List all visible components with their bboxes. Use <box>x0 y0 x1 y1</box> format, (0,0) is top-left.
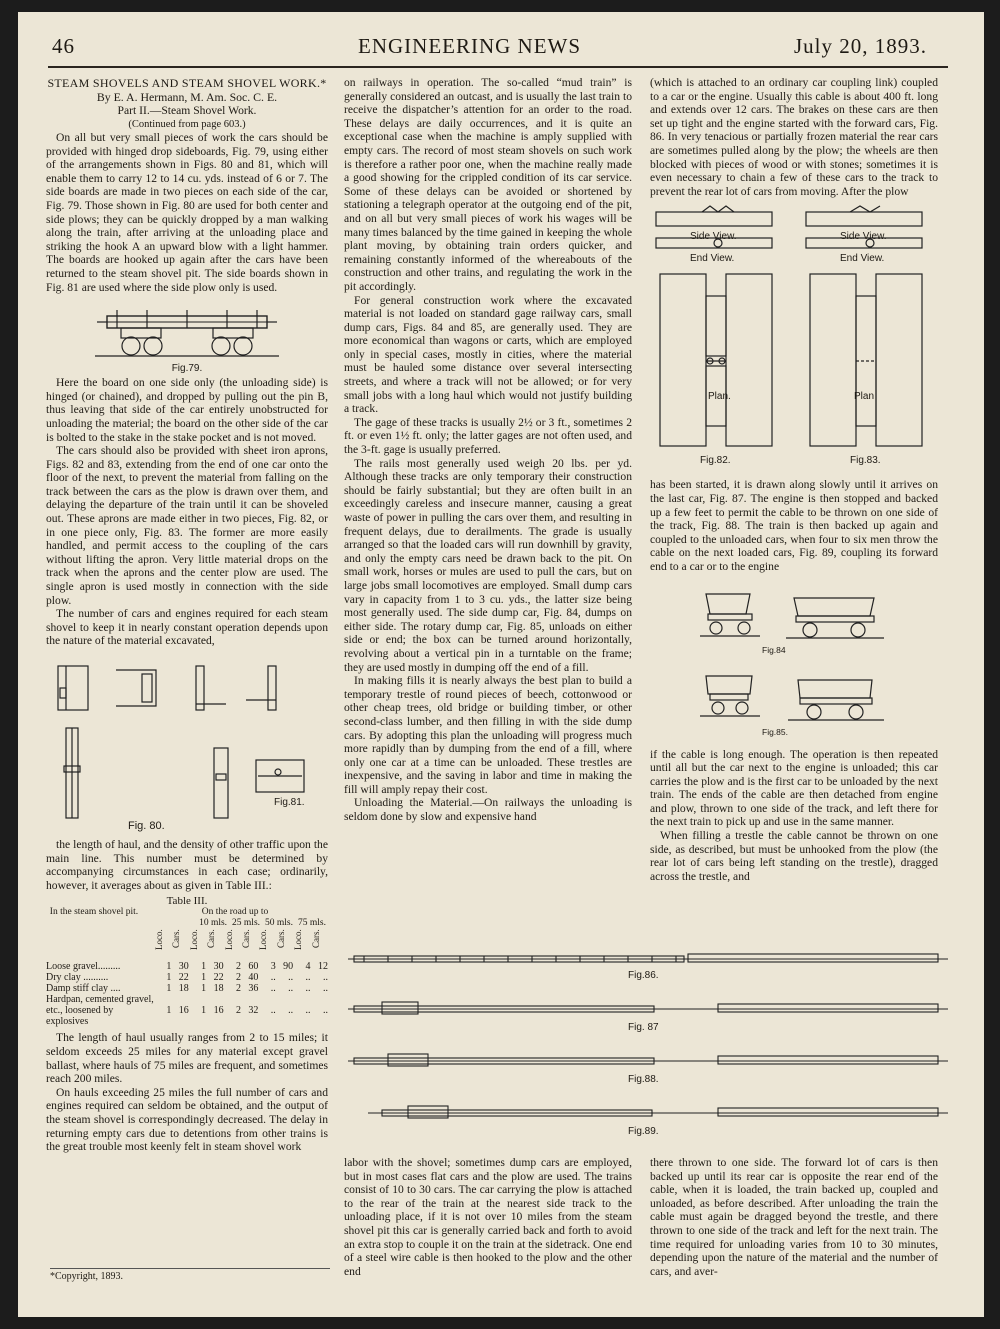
cell: 2 <box>235 972 241 984</box>
article-author: By E. A. Hermann, M. Am. Soc. C. E. <box>96 90 278 104</box>
cell: .. <box>305 972 311 984</box>
newspaper-page <box>18 12 984 1317</box>
paragraph: When filling a trestle the cable cannot be thrown on one side, as described, but must be unhooked from the plow (the rear lot of cars being left standing on the trestle), dragged across the trestle, and <box>650 829 938 883</box>
cell: .. <box>270 983 276 995</box>
cell: 18 <box>178 983 189 995</box>
label-side-view: Side View. <box>690 231 737 243</box>
vhead: Cars. <box>171 929 182 949</box>
cell: 12 <box>318 961 328 973</box>
label-end-view: End View. <box>690 253 735 265</box>
cell: 22 <box>178 972 189 984</box>
vhead: Cars. <box>310 929 321 949</box>
label-end-view: End View. <box>840 253 885 265</box>
cell: 18 <box>213 983 224 995</box>
figures-86-89 <box>348 948 948 1148</box>
table-3 <box>46 896 328 1027</box>
cell: .. <box>288 1005 294 1017</box>
cell: 36 <box>248 983 259 995</box>
dist: 50 mls. <box>265 918 294 929</box>
flat-car-drawing <box>87 302 287 362</box>
vhead: Loco. <box>154 929 164 951</box>
cell: Hardpan, cemented gravel, etc., loosened by explosives <box>46 994 154 1028</box>
cell: 2 <box>235 1005 241 1017</box>
cell: 3 <box>270 961 276 973</box>
table-head-road: On the road up to <box>201 907 269 918</box>
cell: 2 <box>235 983 241 995</box>
cell: 1 <box>166 983 172 995</box>
table-row <box>46 972 328 983</box>
cell: 1 <box>201 983 207 995</box>
caption-fig84: Fig.84 <box>762 644 786 655</box>
figure-80-81 <box>46 648 328 838</box>
table-distances <box>46 918 328 929</box>
label-plan: Plan. <box>708 391 731 403</box>
caption-fig81: Fig.81. <box>274 797 305 808</box>
vhead: Loco. <box>293 929 304 951</box>
vhead: Loco. <box>188 929 199 951</box>
vhead: Cars. <box>275 929 286 949</box>
paragraph: On all but very small pieces of work the cars should be provided with hinged drop sideboards, Fig. 79, using either of the arrangements shown in Figs. 80 and 81, which will enable them to carry 12 to 14 cu. yds. instead of 6 or 7. The side boards are made in two pieces on each side of the car, Fig. 79. Those shown in Fig. 80 are used for both center and side plows; they can be quickly dropped by a man walking along the train, after arriving at the unloading place and striking the hook A an upward blow with a light hammer. The boards are hooked up again after the cars have been returned to the steam shovel pit. The side boards shown in Fig. 81 are used where the side plow only is used. <box>46 131 328 294</box>
cell: .. <box>305 1005 311 1017</box>
cell: 16 <box>213 1005 224 1017</box>
paragraph: In making fills it is nearly always the best plan to build a temporary trestle of round pieces of beech, cottonwood or other cheap trees, old bridge or building timber, or other second-class lumber, and then filling in with the side dump cars. By adopting this plan the unloading will progress much more rapidly than by dumping from the end of a fill, where only one car at a time can be unloaded. These trestles are inexpensive, and the saving in labor and time in making the fill will amply repay their cost. <box>344 674 632 796</box>
apron-drawings <box>650 204 938 474</box>
cell: .. <box>270 972 276 984</box>
dist: 25 mls. <box>232 918 261 929</box>
column-2 <box>344 76 632 824</box>
paragraph: labor with the shovel; sometimes dump cars are employed, but in most cases flat cars and the plow are used. The trains consist of 10 to 30 cars. The car carrying the plow is attached to the rear of the train at the nearest side track to the unloading place, if it is not over 10 miles from the steam shovel pit this car is generally carried back and forth to avoid an extra stop to couple it on the train at the sidetrack. One end of a steel wire cable is then hooked to the plow and the other end <box>344 1156 632 1278</box>
paragraph: The gage of these tracks is usually 2½ or 3 ft., sometimes 2 ft. or even 1½ ft. only; the latter gages are not often used, and the 3-ft. gage is usually preferred. <box>344 415 632 457</box>
cell: 1 <box>166 961 172 973</box>
cell: Damp stiff clay .... <box>46 983 121 995</box>
cell: 1 <box>201 961 207 973</box>
paragraph: the length of haul, and the density of other traffic upon the main line. This number must be determined by accompanying circumstances in each case; ordinarily, however, it averages about as given in Table III.: <box>46 838 328 892</box>
cell: 1 <box>201 1005 207 1017</box>
caption-fig79: Fig.79. <box>171 363 203 375</box>
caption-fig89: Fig.89. <box>628 1126 659 1137</box>
issue-date: July 20, 1893. <box>794 34 928 58</box>
cell: 30 <box>178 961 189 973</box>
column-3-lower <box>650 1156 938 1278</box>
vhead: Loco. <box>258 929 269 951</box>
article-continued: (Continued from page 603.) <box>128 119 246 130</box>
table-head-pit: In the steam shovel pit. <box>49 907 139 918</box>
table-row <box>46 994 328 1027</box>
cell: .. <box>270 1005 276 1017</box>
caption-fig80: Fig. 80. <box>128 820 165 832</box>
table-row <box>46 961 328 972</box>
cell: 30 <box>213 961 224 973</box>
paragraph: The cars should also be provided with sheet iron aprons, Figs. 82 and 83, extending from the end of one car onto the floor of the next, to prevent the material from falling on the track between the cars as the plow is drawn over them, and delaying the departure of the train until it can be shoveled out. These aprons are made either in two pieces, Fig. 82, or in one piece only, Fig. 83. The former are more easily handled, and permit access to the coupling of the cars without lifting the apron. Very little material drops on the track when the aprons and the center plow are used. The single apron is used mostly in connection with the side plow. <box>46 444 328 607</box>
paragraph: Unloading the Material.—On railways the unloading is seldom done by slow and expensive hand <box>344 796 632 824</box>
table-head <box>46 907 328 918</box>
paragraph: On hauls exceeding 25 miles the full number of cars and engines required can seldom be obtained, and the output of the steam shovel is correspondingly decreased. The delay in returning empty cars due to detentions from other trains is the great trouble most keenly felt in steam shovel work <box>46 1085 328 1154</box>
cell: .. <box>288 972 294 984</box>
cell: .. <box>305 983 311 995</box>
caption-fig86: Fig.86. <box>628 970 659 981</box>
table-title: Table III. <box>166 895 208 908</box>
caption-fig82: Fig.82. <box>700 455 731 467</box>
paragraph: (which is attached to an ordinary car coupling link) coupled to a car or the engine. Usually this cable is about 400 ft. long and extends over 12 cars. The brakes on these cars are then set up tight and the engine started with the forward cars, Fig. 86. In very tenacious or partially frozen material the rear cars are sometimes pulled along by the plow; the wheels are then blocked with pieces of wood or with stones; sometimes it is even necessary to chain a few of these cars to the track to prevent the rear lot of cars from moving. After the plow <box>650 76 938 198</box>
vhead: Cars. <box>240 929 251 949</box>
cell: 1 <box>166 972 172 984</box>
cell: Loose gravel......... <box>46 961 121 973</box>
cell: 2 <box>235 961 241 973</box>
article-part: Part II.—Steam Shovel Work. <box>117 104 257 117</box>
cell: Dry clay .......... <box>46 972 109 984</box>
table-body <box>46 929 328 1027</box>
caption-fig88: Fig.88. <box>628 1074 659 1085</box>
vhead: Loco. <box>223 929 234 951</box>
table-vheads <box>46 929 328 961</box>
cell: 22 <box>213 972 224 984</box>
cell: 4 <box>305 961 311 973</box>
paragraph: there thrown to one side. The forward lot of cars is then backed up until its rear car is opposite the rear end of the cable, when it is loaded, the train backed up, coupled and unloaded, as before described. After unloading the train the cable must again be dragged beyond the trestle, and there thrown to one side of the track and left for the next train. The time required for unloading varies from 10 to 30 minutes, depending upon the nature of the material and the number of cars, and aver- <box>650 1156 938 1278</box>
table-row <box>46 983 328 994</box>
dist: 75 mls. <box>298 918 326 929</box>
paragraph: The number of cars and engines required for each steam shovel to keep it in nearly constant operation depends upon the nature of the material excavated, <box>46 607 328 648</box>
column-2-lower <box>344 1156 632 1278</box>
column-1 <box>46 76 328 1154</box>
cell: 1 <box>201 972 207 984</box>
cell: 40 <box>248 972 259 984</box>
page-number: 46 <box>52 34 75 58</box>
cell: 32 <box>248 1005 259 1017</box>
cell: 16 <box>178 1005 189 1017</box>
dump-car-drawings <box>650 580 938 748</box>
cell: 60 <box>248 961 259 973</box>
cell: .. <box>323 1005 328 1017</box>
header-rule <box>48 66 948 68</box>
paragraph: The length of haul usually ranges from 2 to 15 miles; it seldom exceeds 25 miles for any material except gravel ballast, where hauls of 75 miles are frequent, and sometimes reach 200 miles. <box>46 1031 328 1086</box>
figure-79 <box>46 302 328 376</box>
column-3 <box>650 76 938 883</box>
cell: .. <box>323 972 328 984</box>
cell: 90 <box>283 961 294 973</box>
caption-fig87: Fig. 87 <box>628 1022 659 1033</box>
paragraph: The rails most generally used weigh 20 lbs. per yd. Although these tracks are only temporary their construction should be fairly substantial; but they are often built in an exceedingly careless and insecure manner, causing a great waste of power in pulling the cars over them, and resulting in frequent delays, due to derailments. The grade is usually arranged so that the loaded cars will run downhill by gravity, and only the empty cars need be drawn back to the pit. On small work, horses or mules are used to pull the cars, but on large jobs small locomotives are employed. Small dump cars vary in capacity from 1 to 3 cu. yds., the latter size being most generally used. The side dump car, Fig. 84, dumps on either side. The rotary dump car, Fig. 85, unloads on either side or end; the box can be turned around horizontally, revolving about a vertical pin in a turntable on the frame; they are used mostly in dumping off the end of a fill. <box>344 456 632 674</box>
paragraph: on railways in operation. The so-called “mud train” is generally considered an outcast, and is usually the last train to receive the dispatcher’s attention for an order to the road. These delays are daily occurrences, and it is quite an exceptional case when the machine is amply supplied with empty cars. The record of most steam shovels on such work is therefore a rather poor one, when the machine really made a good showing for the crippled condition of its car service. Some of these delays can be avoided or shortened by stationing a telegraph operator at the outgoing end of the pit, and on all but very small pieces of work his wages will be many times balanced by the time gained in keeping the whole plant moving, by obtaining train orders quicker, and remaining constantly informed of the whereabouts of the construction and other trains, and regulating the work in the pit accordingly. <box>344 76 632 293</box>
paragraph: Here the board on one side only (the unloading side) is hinged (or chained), and dropped by pulling out the pin B, thus leaving that side of the car entirely unobstructed for unloading the material; the board on the other side of the car is bolted to the stake in the stake pocket and is not moved. <box>46 376 328 444</box>
paragraph: For general construction work where the excavated material is not loaded on standard gage railway cars, small dump cars, Figs. 84 and 85, are generally used. They are more economical than wagons or carts, which are employed only in special cases, mostly in cities, where the material must be hauled some distance over several intersecting streets, and where a track will not be allowed; or for very small jobs with a long haul which would not justify building a track. <box>344 293 632 416</box>
footnote: *Copyright, 1893. <box>50 1268 330 1282</box>
caption-fig83: Fig.83. <box>850 455 881 467</box>
caption-fig85: Fig.85. <box>762 726 788 737</box>
figure-82-83 <box>650 204 938 474</box>
cell: .. <box>323 983 328 995</box>
dist: 10 mls. <box>199 918 228 929</box>
paragraph: has been started, it is drawn along slowly until it arrives on the last car, Fig. 87. The engine is then stopped and backed up a few feet to permit the cable to be thrown on one side of the track, Fig. 88. The train is then backed up again and coupled to the unloaded cars, when four to six men throw the cable on the next loaded cars, Fig. 89, coupling its forward end to a car or to the engine <box>650 478 938 573</box>
cell: 1 <box>166 1005 172 1017</box>
vhead: Cars. <box>206 929 217 949</box>
figure-84-85 <box>650 580 938 748</box>
paragraph: if the cable is long enough. The operation is then repeated until all but the car next to the engine is unloaded; this car carries the plow and is the first car to be unloaded by the next train. The ends of the cable are then detached from engine and plow, thrown to one side of the track, and left there for the next train to pick up and use in the same manner. <box>650 747 938 829</box>
label-side-view: Side View. <box>840 231 887 243</box>
label-plan: Plan <box>854 391 875 403</box>
article-title: STEAM SHOVELS AND STEAM SHOVEL WORK.* <box>47 76 327 90</box>
cell: .. <box>288 983 294 995</box>
journal-title: ENGINEERING NEWS <box>358 34 582 58</box>
